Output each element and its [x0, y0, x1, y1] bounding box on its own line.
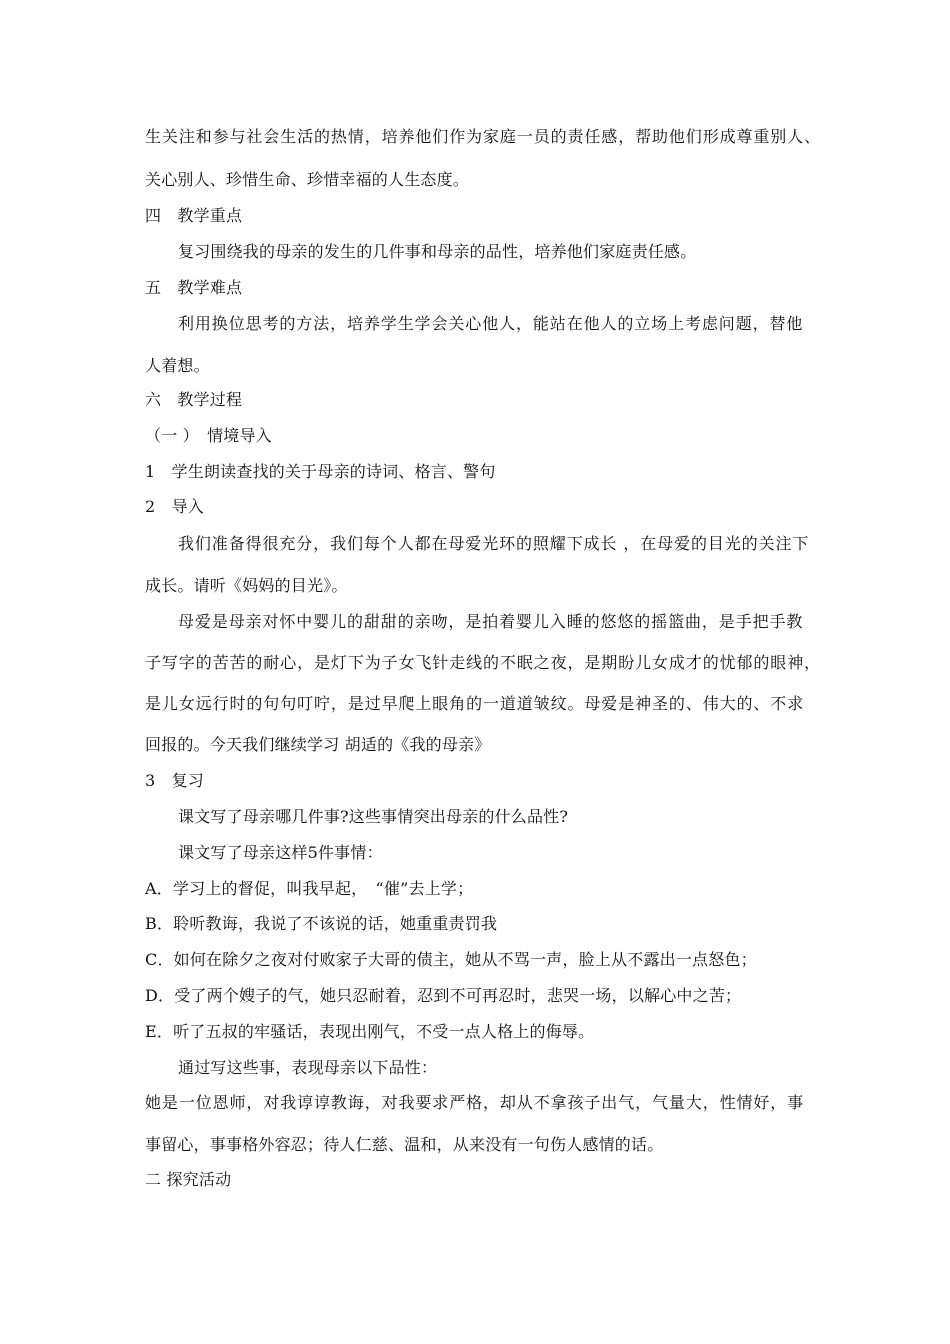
subsection-heading: （一 ） 情境导入 [145, 426, 272, 445]
text-line: 通过写这些事，表现母亲以下品性： [178, 1058, 438, 1077]
list-item: 3 复习 [145, 771, 204, 790]
list-item: C．如何在除夕之夜对付败家子大哥的债主，她从不骂一声，脸上从不露出一点怒色； [145, 950, 757, 969]
text-line: 课文写了母亲这样5件事情： [178, 843, 383, 862]
text-line: 生关注和参与社会生活的热情，培养他们作为家庭一员的责任感，帮助他们形成尊重别人、 [145, 127, 822, 146]
text-line: 关心别人、珍惜生命、珍惜幸福的人生态度。 [145, 170, 470, 189]
section-heading: 五 教学难点 [145, 278, 243, 297]
list-item: B．聆听教诲，我说了不该说的话，她重重责罚我 [145, 914, 498, 933]
list-item: E．听了五叔的牢骚话，表现出刚气，不受一点人格上的侮辱。 [145, 1022, 595, 1041]
section-heading: 四 教学重点 [145, 206, 243, 225]
text-line: 利用换位思考的方法，培养学生学会关心他人，能站在他人的立场上考虑问题，替他 [178, 314, 804, 333]
list-item: D．受了两个嫂子的气，她只忍耐着，忍到不可再忍时，悲哭一场，以解心中之苦； [145, 986, 742, 1005]
text-line: 课文写了母亲哪几件事?这些事情突出母亲的什么品性? [178, 807, 569, 826]
text-line: 成长。请听《妈妈的目光》。 [145, 576, 348, 595]
list-item: A．学习上的督促，叫我早起， “催”去上学； [145, 879, 474, 898]
text-line: 子写字的苦苦的耐心，是灯下为子女飞针走线的不眠之夜，是期盼儿女成才的忧郁的眼神， [145, 653, 822, 672]
list-item: 1 学生朗读查找的关于母亲的诗词、格言、警句 [145, 462, 496, 481]
text-line: 复习围绕我的母亲的发生的几件事和母亲的品性，培养他们家庭责任感。 [178, 242, 697, 261]
text-line: 人着想。 [145, 356, 210, 375]
section-heading: 二 探究活动 [145, 1170, 232, 1189]
text-line: 是儿女远行时的句句叮咛，是过早爬上眼角的一道道皱纹。母爱是神圣的、伟大的、不求 [145, 694, 805, 713]
section-heading: 六 教学过程 [145, 390, 243, 409]
text-line: 母爱是母亲对怀中婴儿的甜甜的亲吻，是拍着婴儿入睡的悠悠的摇篮曲，是手把手教 [178, 612, 804, 631]
text-line: 她是一位恩师，对我谆谆教诲，对我要求严格，却从不拿孩子出气，气量大，性情好，事 [145, 1093, 805, 1112]
list-item: 2 导入 [145, 497, 204, 516]
text-line: 回报的。今天我们继续学习 胡适的《我的母亲》 [145, 735, 491, 754]
text-line: 事留心，事事格外容忍；待人仁慈、温和，从来没有一句伤人感情的话。 [145, 1135, 664, 1154]
text-line: 我们准备得很充分，我们每个人都在母爱光环的照耀下成长 ，在母爱的目光的关注下 [178, 534, 810, 553]
